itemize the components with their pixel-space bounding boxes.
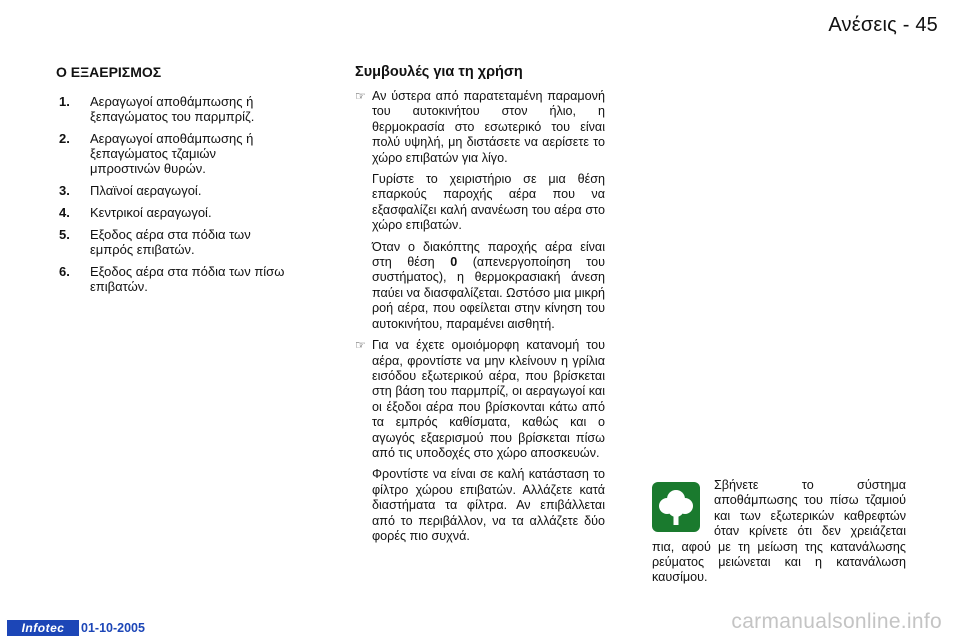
item-text: Αεραγωγοί αποθάμπωσης ή ξεπαγώματος του παρμπρίζ. — [90, 94, 255, 124]
footer-date: 01-10-2005 — [81, 621, 145, 635]
tip-paragraph: Φροντίστε να είναι σε καλή κατάσταση το φίλτρο χώρου επιβατών. Αλλάζετε κατά διαστήματα τα φίλτρα. Αν επιβάλλεται από το περιβάλλον, να τα αλλάζετε δύο φορές πιο συχνά. — [372, 467, 605, 543]
list-item — [56, 264, 288, 294]
pointing-hand-icon: ☞ — [355, 338, 366, 353]
item-text: Εξοδος αέρα στα πόδια των πίσω επιβατών. — [90, 264, 285, 294]
tip-paragraph: Αν ύστερα από παρατεταμένη παραμονή του αυτοκινήτου στον ήλιο, η θερμοκρασία στο εσωτερικό του είναι πολύ υψηλή, μη διστάσετε να αερίσετε το χώρο επιβατών για λίγο. — [372, 89, 605, 165]
vent-list — [56, 94, 288, 294]
watermark: carmanualsonline.info — [731, 610, 942, 633]
item-number: 6. — [59, 264, 70, 279]
tip-sun-heat — [355, 89, 605, 332]
tip-text: Όταν ο διακόπτης παροχής αέρα είναι στη θέση — [372, 239, 605, 270]
list-item — [56, 94, 288, 124]
tip-paragraph: Γυρίστε το χειριστήριο σε μια θέση επαρκούς παροχής αέρα που να εξασφαλίζει καλή ανανέωση του αέρα στο χώρο επιβατών. — [372, 172, 605, 233]
advice-section — [355, 64, 605, 550]
item-number: 4. — [59, 205, 70, 220]
item-number: 1. — [59, 94, 70, 109]
eco-text: Σβήνετε το σύστημα αποθάμπωσης του πίσω τζαμιού και των εξωτερικών καθρεφτών όταν κρίνετε ότι δεν χρειάζεται πια, αφού με τη μείωση της κατανάλωσης ρεύματος μειώνεται και η κατανάλωση καυσίμου. — [652, 478, 906, 585]
item-number: 5. — [59, 227, 70, 242]
list-item — [56, 205, 288, 220]
item-number: 2. — [59, 131, 70, 146]
tip-air-distribution — [355, 338, 605, 544]
list-item — [56, 131, 288, 176]
ventilation-section — [56, 64, 288, 301]
ventilation-heading: Ο ΕΞΑΕΡΙΣΜΟΣ — [56, 64, 162, 80]
tip-text: (απενεργοποίηση του συστήματος), η θερμοκρασιακή άνεση παύει να διασφαλίζεται. Ωστόσο μια μικρή ροή αέρα, που οφείλεται στην κίνηση του αυτοκινήτου, παραμένει αισθητή. — [372, 255, 605, 331]
item-text: Εξοδος αέρα στα πόδια των εμπρός επιβατών. — [90, 227, 251, 257]
infotec-logo: Infotec — [7, 620, 79, 636]
position-zero-label: 0 — [450, 255, 458, 270]
list-item — [56, 183, 288, 198]
pointing-hand-icon: ☞ — [355, 89, 366, 103]
list-item — [56, 227, 288, 257]
item-text: Πλαϊνοί αεραγωγοί. — [90, 183, 202, 198]
page-title: Ανέσεις - 45 — [828, 14, 938, 36]
tree-icon — [652, 482, 700, 532]
advice-heading: Συμβουλές για τη χρήση — [355, 64, 523, 80]
item-number: 3. — [59, 183, 70, 198]
item-text: Αεραγωγοί αποθάμπωσης ή ξεπαγώματος τζαμιών μπροστινών θυρών. — [90, 131, 254, 176]
tip-paragraph: Για να έχετε ομοιόμορφη κατανομή του αέρα, φροντίστε να μην κλείνουν η γρίλια εισόδου εξωτερικού αέρα, που βρίσκεται στη βάση του παρμπρίζ, οι αεραγωγοί και οι έξοδοι αέρα που βρίσκονται κάτω από τα εμπρός καθίσματα, καθώς και ο αγωγός εξαερισμού που βρίσκεται πίσω από τις υποδοχές στο χώρο αποσκευών. — [372, 338, 605, 460]
tip-paragraph — [372, 240, 605, 332]
item-text: Κεντρικοί αεραγωγοί. — [90, 205, 212, 220]
eco-note — [652, 478, 906, 586]
